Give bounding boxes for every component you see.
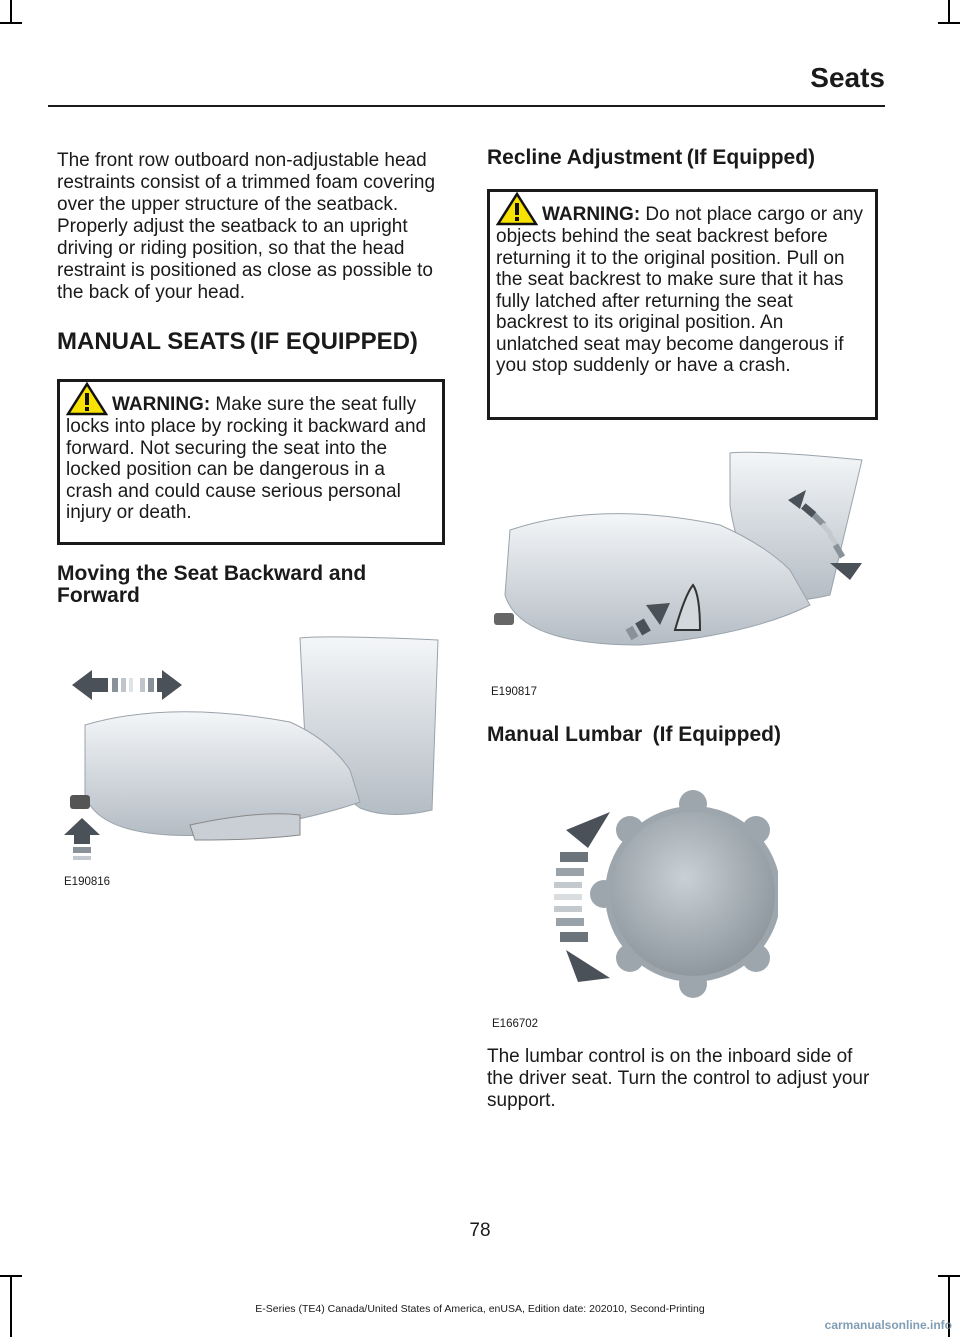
- warning-text: Do not place cargo or any objects behind the seat backrest before returning it to the original position. Pull on the seat backrest to make sure that it has fully latched after returning the seat backrest to its original position. An unlatched seat may become dangerous if you stop suddenly or have a crash.: [496, 204, 864, 376]
- crop-mark: [948, 0, 950, 22]
- section-title: MANUAL SEATS: [57, 328, 246, 355]
- intro-paragraph: The front row outboard non-adjustable head restraints consist of a trimmed foam covering over the upper structure of the seatback. Properly adjust the seatback to an upright driving or riding position, so that the head restraint is positioned as close as possible to the back of your head.: [57, 150, 436, 303]
- subheading: Moving the Seat Backward and Forward: [57, 562, 367, 607]
- recline-subtitle: (If Equipped): [686, 146, 816, 169]
- figure-code: E190816: [64, 876, 111, 888]
- page-title: Seats: [810, 62, 885, 93]
- figure-code: E190817: [491, 686, 538, 698]
- lumbar-title: Manual Lumbar: [487, 723, 643, 746]
- section-subtitle: (IF EQUIPPED): [249, 328, 418, 355]
- crop-mark: [938, 1275, 960, 1277]
- warning-text: Make sure the seat fully locks into place by rocking it backward and forward. Not securing the seat into the locked position can be dangerous in a crash and could cause serious personal injury or death.: [66, 394, 427, 523]
- page-number: 78: [469, 1220, 491, 1241]
- recline-figure: [490, 445, 880, 660]
- crop-mark: [938, 22, 960, 24]
- recline-title: Recline Adjustment: [487, 146, 683, 169]
- direction-arrow-icon: [64, 818, 100, 860]
- direction-arrow-icon: [72, 670, 182, 700]
- section-heading: [57, 328, 447, 356]
- seat-slide-figure: [60, 630, 448, 870]
- watermark: carmanualsonline.info: [824, 1318, 952, 1332]
- header-divider: [48, 105, 885, 107]
- edition-line: E-Series (TE4) Canada/United States of America, enUSA, Edition date: 202010, Second-Printing: [255, 1303, 705, 1315]
- warning-label: WARNING:: [542, 204, 641, 225]
- lumbar-knob-figure: [548, 790, 778, 1005]
- warning-box: [57, 379, 445, 545]
- crop-mark: [10, 0, 12, 22]
- warning-box: [487, 189, 878, 420]
- figure-code: E166702: [492, 1018, 539, 1030]
- crop-mark: [0, 22, 22, 24]
- lumbar-paragraph: The lumbar control is on the inboard side of the driver seat. Turn the control to adjust your support.: [487, 1046, 870, 1111]
- crop-mark: [0, 1275, 22, 1277]
- lumbar-heading: [487, 724, 879, 746]
- lumbar-subtitle: (If Equipped): [652, 723, 781, 746]
- recline-heading: [487, 147, 879, 169]
- warning-triangle-icon: [66, 382, 108, 416]
- warning-triangle-icon: [496, 192, 538, 226]
- warning-label: WARNING:: [112, 394, 211, 415]
